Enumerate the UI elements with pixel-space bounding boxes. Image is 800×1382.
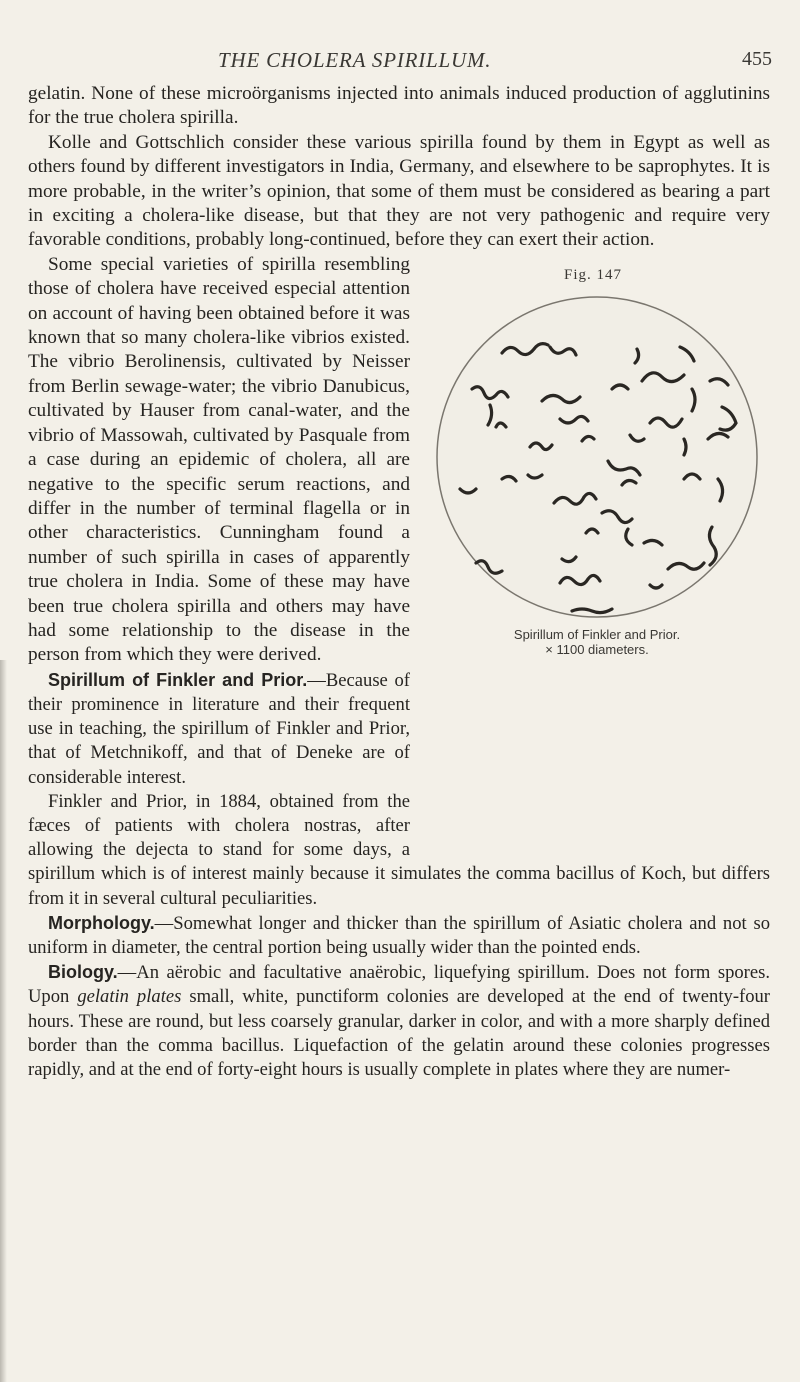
paragraph-5: Finkler and Prior, in 1884, obtained from the fæces of patients with cholera nostras, after allowing the dejecta to stand for some days, a spirillum which is of interest mainly because it simulates the comma bacillus of Koch, but differs from it in several cultural peculiarities. xyxy=(28,790,770,909)
micrograph-field xyxy=(437,297,757,617)
paragraph-7-text-b: small, white, punctiform colonies are developed at the end of twenty-four hours. These are round, but less coarsely granular, darker in color, and with a more sharply defined border than the comma bacillus. Liquefaction of the gelatin around these colonies progresses rapidly, and at the end of forty-eight hours is usually complete in plates where they are numer- xyxy=(28,986,770,1080)
paragraph-6-text: —Somewhat longer and thicker than the spirillum of Asiatic cholera and not so uniform in diameter, the central portion being usually wider than the pointed ends. xyxy=(28,912,770,958)
paragraph-7-text-a: —An aërobic and facultative anaërobic, liquefying spirillum. Does not form spores. Upon xyxy=(28,962,770,1008)
section-heading-finkler-prior: Spirillum of Finkler and Prior. xyxy=(48,669,308,690)
figure-caption xyxy=(424,627,770,657)
spirillum-micrograph xyxy=(432,289,762,625)
paragraph-7 xyxy=(28,960,770,1082)
figure-caption-magnification: × 1100 diameters. xyxy=(545,641,649,657)
page-number: 455 xyxy=(742,48,772,70)
section-heading-morphology: Morphology. xyxy=(48,912,155,933)
paragraph-2: Kolle and Gottschlich consider these various spirilla found by them in Egypt as well as others found by different investigators in India, Germany, and elsewhere to be saprophytes. It is more probable, in the writer’s opinion, that some of them must be considered as bearing a part in exciting a cholera-like disease, but that they are not very pathogenic and require very favorable conditions, probably long-continued, before they can exert their action. xyxy=(28,131,770,251)
paragraph-3: Some special varieties of spirilla resembling those of cholera have received especial attention on account of having been obtained before it was known that so many cholera-like vibrios existed. The vibrio Berolinensis, cultivated by Neisser from Berlin sewage-water; the vibrio Danubicus, cultivated by Hauser from canal-water, and the vibrio of Massowah, cultivated by Pasquale from a case during an epidemic of cholera, all are negative to the specific serum reactions, and differ in the number of terminal flagella or in other characteristics. Cunningham found a number of such spirilla in cases of apparently true cholera in India. Some of these may have been true cholera spirilla and others may have had some relationship to the disease in the person from which they were derived. xyxy=(28,253,410,666)
page-header xyxy=(0,48,800,78)
figure-147 xyxy=(424,253,770,855)
paragraph-6 xyxy=(28,911,770,960)
paragraph-4-text: —Because of their prominence in literature and their frequent use in teaching, the spirillum of Finkler and Prior, that of Metchnikoff, and that of Deneke are of considerable interest. xyxy=(28,669,410,788)
paragraph-7-italic: gelatin plates xyxy=(77,986,182,1008)
running-title: THE CHOLERA SPIRILLUM. xyxy=(218,48,492,72)
figure-caption-title: Spirillum of Finkler and Prior. xyxy=(513,626,681,642)
paragraph-1: gelatin. None of these microörganisms injected into animals induced production of agglutinins for the true cholera spirilla. xyxy=(28,83,770,129)
body-text xyxy=(28,82,770,1082)
figure-label: Fig. 147 xyxy=(564,266,623,283)
page-gutter-shadow xyxy=(0,660,7,1382)
section-heading-biology: Biology. xyxy=(48,962,118,983)
